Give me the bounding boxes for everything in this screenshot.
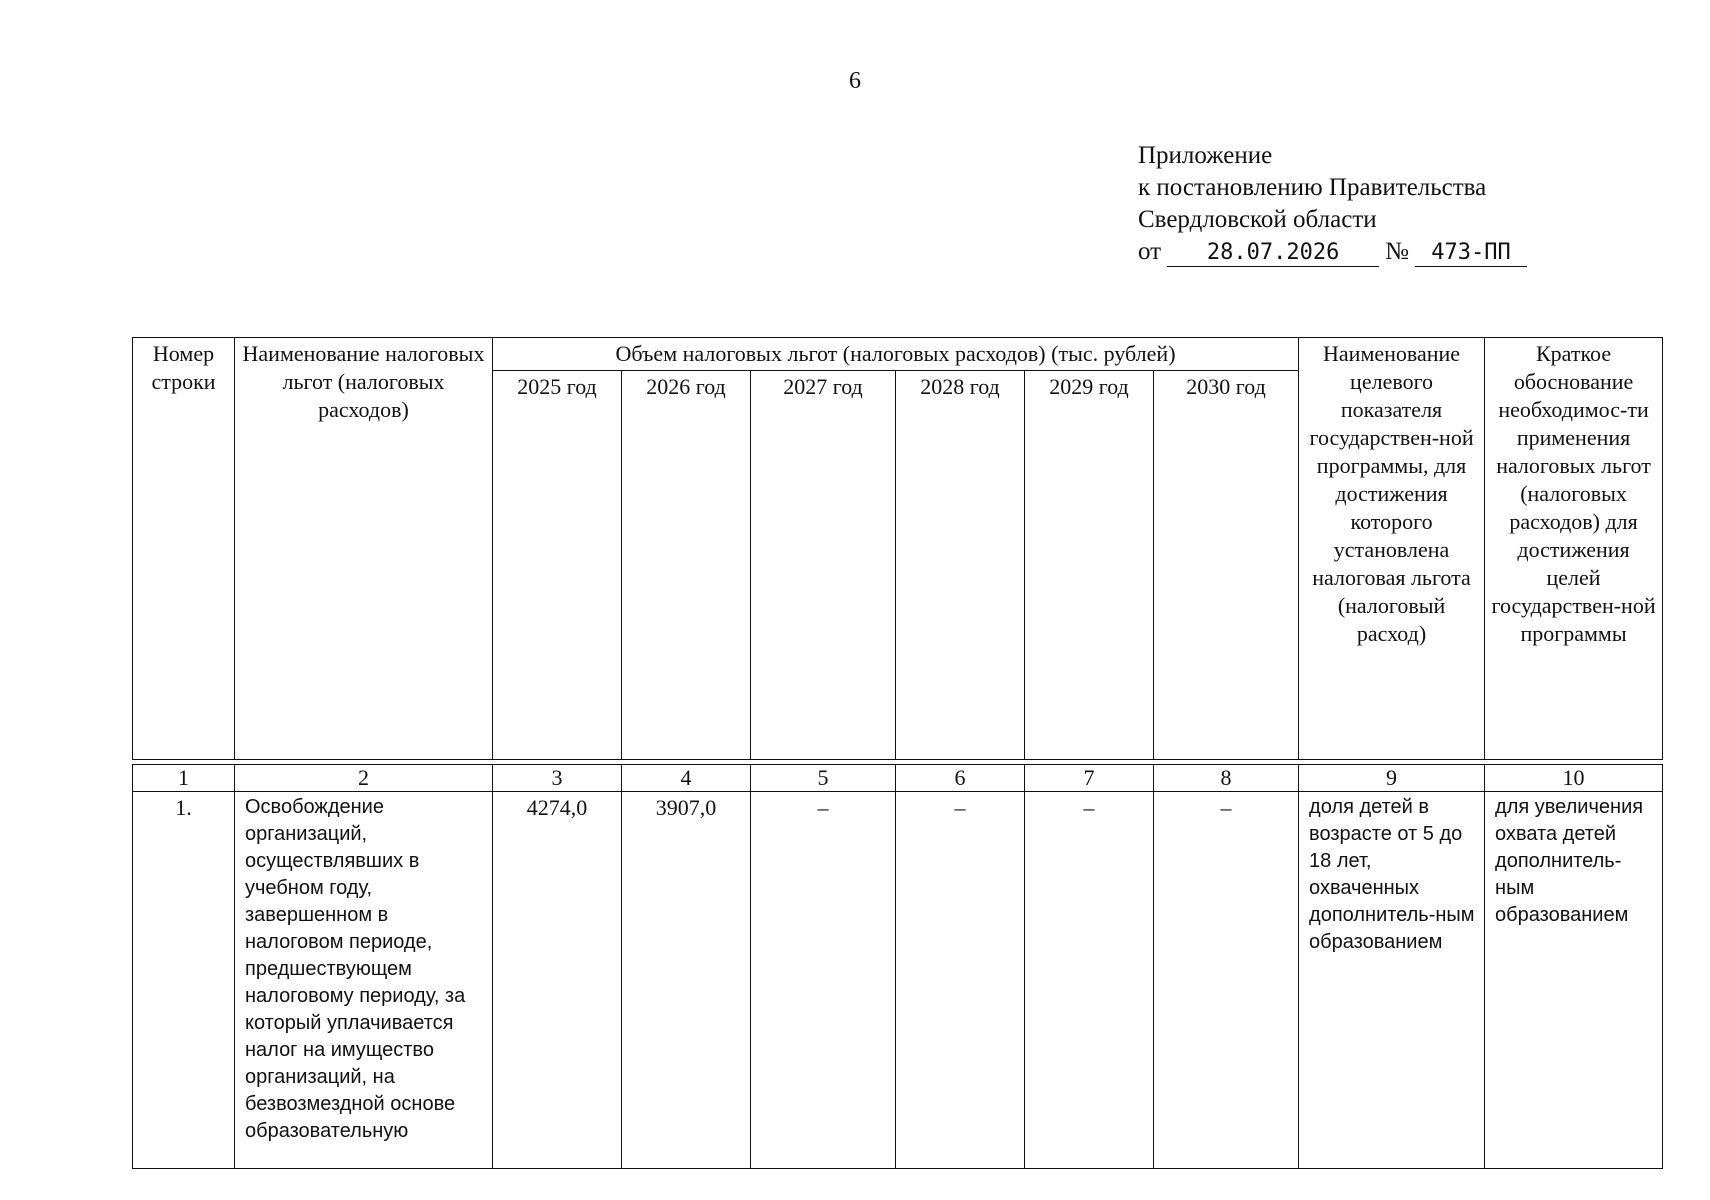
from-label: от bbox=[1138, 238, 1162, 265]
header-justification: Краткое обоснование необходимос-ти применения налоговых льгот (налоговых расходов) для достижения целей государствен-ной программы bbox=[1485, 338, 1663, 760]
header-volume-group: Объем налоговых льгот (налоговых расходов) (тыс. рублей) bbox=[493, 338, 1299, 371]
column-number: 1 bbox=[133, 765, 235, 792]
header-benefit-name: Наименование налоговых льгот (налоговых расходов) bbox=[235, 338, 493, 760]
column-number: 7 bbox=[1025, 765, 1154, 792]
appendix-title: Приложение bbox=[1138, 142, 1273, 169]
table-row bbox=[133, 792, 1663, 1169]
column-number: 2 bbox=[235, 765, 493, 792]
resolution-number: 473-ПП bbox=[1415, 240, 1527, 267]
value-2026: 3907,0 bbox=[622, 792, 751, 1169]
header-year: 2025 год bbox=[493, 371, 622, 760]
column-number: 4 bbox=[622, 765, 751, 792]
value-2030: – bbox=[1154, 792, 1299, 1169]
header-row-number: Номер строки bbox=[133, 338, 235, 760]
appendix-block bbox=[1138, 140, 1678, 268]
header-target-indicator: Наименование целевого показателя государствен-ной программы, для достижения которого установлена налоговая льгота (налоговый расход) bbox=[1299, 338, 1485, 760]
target-indicator: доля детей в возрасте от 5 до 18 лет, охваченных дополнитель-ным образованием bbox=[1299, 792, 1485, 1169]
column-number: 9 bbox=[1299, 765, 1485, 792]
column-number-row bbox=[133, 765, 1663, 792]
page-number: 6 bbox=[849, 68, 861, 94]
column-number: 6 bbox=[896, 765, 1025, 792]
column-number: 10 bbox=[1485, 765, 1663, 792]
column-number: 8 bbox=[1154, 765, 1299, 792]
header-row-top bbox=[133, 338, 1663, 371]
header-year: 2028 год bbox=[896, 371, 1025, 760]
appendix-line-region: Свердловской области bbox=[1138, 206, 1377, 233]
row-number: 1. bbox=[133, 792, 235, 1169]
justification: для увеличения охвата детей дополнитель-ным образованием bbox=[1485, 792, 1663, 1169]
value-2025: 4274,0 bbox=[493, 792, 622, 1169]
header-year: 2026 год bbox=[622, 371, 751, 760]
tax-benefits-table bbox=[132, 337, 1663, 1169]
column-number: 5 bbox=[751, 765, 896, 792]
appendix-date-line bbox=[1138, 236, 1678, 268]
value-2028: – bbox=[896, 792, 1025, 1169]
value-2027: – bbox=[751, 792, 896, 1169]
header-year: 2027 год bbox=[751, 371, 896, 760]
column-number: 3 bbox=[493, 765, 622, 792]
value-2029: – bbox=[1025, 792, 1154, 1169]
number-label: № bbox=[1385, 238, 1409, 265]
appendix-line-resolution: к постановлению Правительства bbox=[1138, 174, 1487, 201]
benefit-name: Освобождение организаций, осуществлявших в учебном году, завершенном в налоговом периоде, предшествующем налоговому периоду, за который уплачивается налог на имущество организаций, на безвозмездной основе образовательную bbox=[235, 792, 493, 1169]
header-year: 2030 год bbox=[1154, 371, 1299, 760]
header-year: 2029 год bbox=[1025, 371, 1154, 760]
resolution-date: 28.07.2026 bbox=[1167, 240, 1379, 267]
